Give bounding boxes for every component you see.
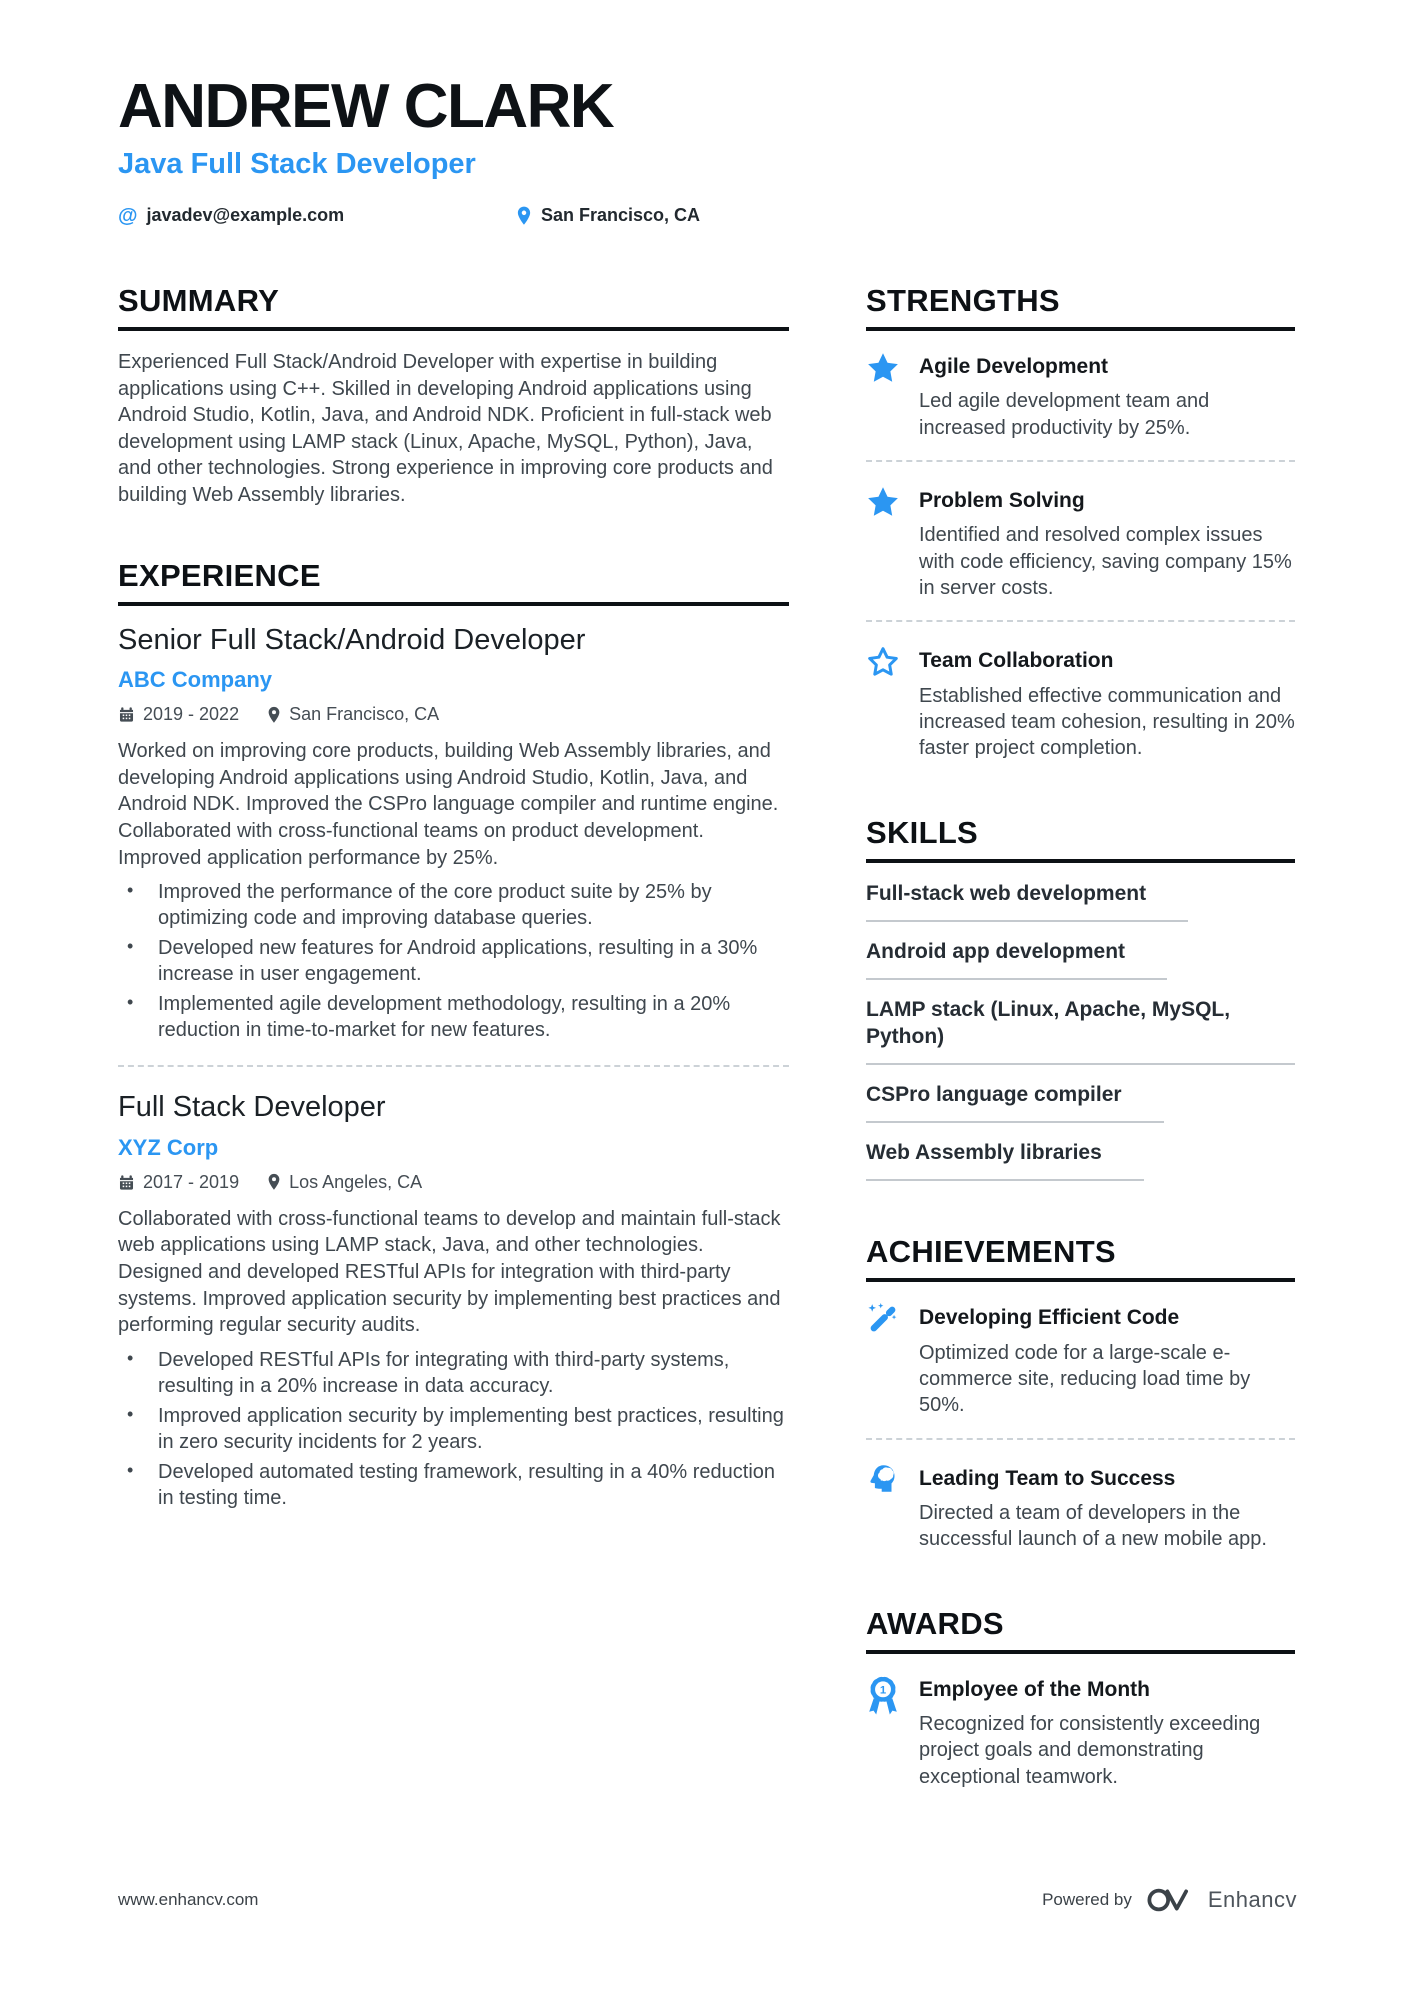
strength-title: Team Collaboration (919, 649, 1114, 673)
strength-text: Identified and resolved complex issues with code efficiency, saving company 15% in server costs. (919, 524, 1292, 600)
content-columns (118, 284, 1295, 1790)
job-description: Collaborated with cross-functional teams to develop and maintain full-stack web applications using LAMP stack, Java, and other technologies. Designed and developed RESTful APIs for integration with third-party systems. Improved application security by implementing best practices and performing regular security audits. (118, 1207, 781, 1337)
company-name: ABC Company (118, 667, 273, 693)
person-name: ANDREW CLARK (118, 72, 614, 141)
job-meta-row (118, 704, 789, 725)
strength-title: Agile Development (919, 355, 1109, 379)
awards-section (866, 1607, 1295, 1790)
achievement-title: Leading Team to Success (919, 1466, 1176, 1490)
skill-item: Full-stack web development (866, 881, 1188, 922)
job-dates-text: 2017 - 2019 (143, 1171, 240, 1192)
dashed-divider (118, 1065, 789, 1067)
strength-item (866, 643, 1295, 761)
strength-text: Established effective communication and increased team cohesion, resulting in 20% faster project completion. (919, 684, 1295, 760)
job-description: Worked on improving core products, building Web Assembly libraries, and developing Android applications using Android Studio, Kotlin, Java, and Android NDK. Improved the CSPro language compiler and runtime engine. Collaborated with cross-functional teams on product development. Improved application performance by 25%. (118, 740, 779, 869)
job-location-text: San Francisco, CA (289, 704, 440, 725)
job-title: Full Stack Developer (118, 1091, 386, 1124)
job-dates-text: 2019 - 2022 (143, 704, 240, 725)
job-dates (118, 1172, 239, 1193)
achievements-heading: ACHIEVEMENTS (866, 1235, 1295, 1282)
calendar-icon (118, 1174, 135, 1191)
contact-row (118, 205, 1295, 226)
experience-section (118, 559, 789, 1511)
location-contact (516, 205, 700, 226)
powered-by-group (1042, 1885, 1297, 1915)
strength-item (866, 483, 1295, 601)
award-text: Recognized for consistently exceeding project goals and demonstrating exceptional teamwork. (919, 1713, 1261, 1788)
pin-icon (267, 706, 281, 724)
strengths-heading: STRENGTHS (866, 284, 1295, 331)
skills-section (866, 816, 1295, 1182)
skill-item: LAMP stack (Linux, Apache, MySQL, Python) (866, 997, 1295, 1065)
achievement-text: Optimized code for a large-scale e-commerce site, reducing load time by 50%. (919, 1341, 1251, 1417)
awards-heading: AWARDS (866, 1607, 1295, 1654)
achievement-title: Developing Efficient Code (919, 1306, 1180, 1330)
website-link[interactable]: www.enhancv.com (118, 1890, 259, 1909)
strengths-section (866, 284, 1295, 762)
head-brain-icon (866, 1461, 902, 1553)
skill-item: CSPro language compiler (866, 1082, 1164, 1123)
magic-wand-icon (866, 1300, 902, 1418)
dashed-divider (866, 1438, 1295, 1440)
job-bullet-list (118, 1347, 789, 1511)
skill-item: Android app development (866, 939, 1167, 980)
powered-by-label: Powered by (1042, 1890, 1132, 1909)
job-bullet: • Improved the performance of the core product suite by 25% by optimizing code and improving database queries. (118, 879, 789, 931)
medal-number: 1 (879, 1684, 887, 1697)
brand-wordmark[interactable]: Enhancv (1207, 1887, 1297, 1912)
job-title: Senior Full Stack/Android Developer (118, 623, 586, 656)
at-icon: @ (118, 204, 138, 227)
job-bullet: • Implemented agile development methodology, resulting in a 20% reduction in time-to-market for new features. (118, 991, 789, 1043)
achievement-item (866, 1461, 1295, 1553)
resume-header (118, 72, 1295, 227)
achievements-section (866, 1235, 1295, 1552)
job-bullet-list (118, 879, 789, 1043)
job-bullet: • Developed automated testing framework, resulting in a 40% reduction in testing time. (118, 1459, 789, 1511)
dashed-divider (866, 460, 1295, 462)
strength-title: Problem Solving (919, 489, 1085, 513)
summary-heading: SUMMARY (118, 284, 789, 331)
page-footer (118, 1885, 1297, 1915)
summary-section (118, 284, 789, 509)
strength-text: Led agile development team and increased productivity by 25%. (919, 390, 1210, 439)
skill-item: Web Assembly libraries (866, 1140, 1144, 1181)
award-item (866, 1672, 1295, 1790)
experience-heading: EXPERIENCE (118, 559, 789, 606)
left-column (118, 284, 789, 1790)
experience-entry (118, 1091, 789, 1511)
award-title: Employee of the Month (919, 1677, 1150, 1701)
achievement-item (866, 1300, 1295, 1418)
calendar-icon (118, 706, 135, 723)
job-meta-row (118, 1172, 789, 1193)
skills-heading: SKILLS (866, 816, 1295, 863)
pin-icon (516, 206, 532, 226)
location-text: San Francisco, CA (541, 205, 701, 225)
star-filled-icon (866, 483, 902, 601)
email-text: javadev@example.com (146, 205, 345, 225)
pin-icon (267, 1173, 281, 1191)
company-name: XYZ Corp (118, 1134, 219, 1160)
job-bullet: • Improved application security by implementing best practices, resulting in zero security incidents for 2 years. (118, 1403, 789, 1455)
job-bullet: • Developed new features for Android applications, resulting in a 30% increase in user engagement. (118, 935, 789, 987)
dashed-divider (866, 620, 1295, 622)
job-location (267, 704, 439, 725)
job-bullet: • Developed RESTful APIs for integrating with third-party systems, resulting in a 20% increase in data accuracy. (118, 1347, 789, 1399)
email-contact[interactable] (118, 205, 516, 226)
summary-text: Experienced Full Stack/Android Developer with expertise in building applications using C++. Skilled in developing Android applications using Android Studio, Kotlin, Java, and Android NDK. Proficient in full-stack web development using LAMP stack (Linux, Apache, MySQL, Python), Java, and other technologies. Strong experience in improving core products and building Web Assembly libraries. (118, 351, 773, 507)
star-filled-icon (866, 349, 902, 441)
experience-entry (118, 624, 789, 1044)
medal-ribbon-icon (866, 1672, 902, 1790)
star-outline-icon (866, 643, 902, 761)
job-location (267, 1172, 422, 1193)
right-column (866, 284, 1295, 1790)
enhancv-logo-icon[interactable] (1146, 1885, 1194, 1915)
person-job-title: Java Full Stack Developer (118, 148, 476, 180)
job-location-text: Los Angeles, CA (289, 1171, 423, 1192)
strength-item (866, 349, 1295, 441)
achievement-text: Directed a team of developers in the successful launch of a new mobile app. (919, 1502, 1267, 1551)
job-dates (118, 704, 239, 725)
